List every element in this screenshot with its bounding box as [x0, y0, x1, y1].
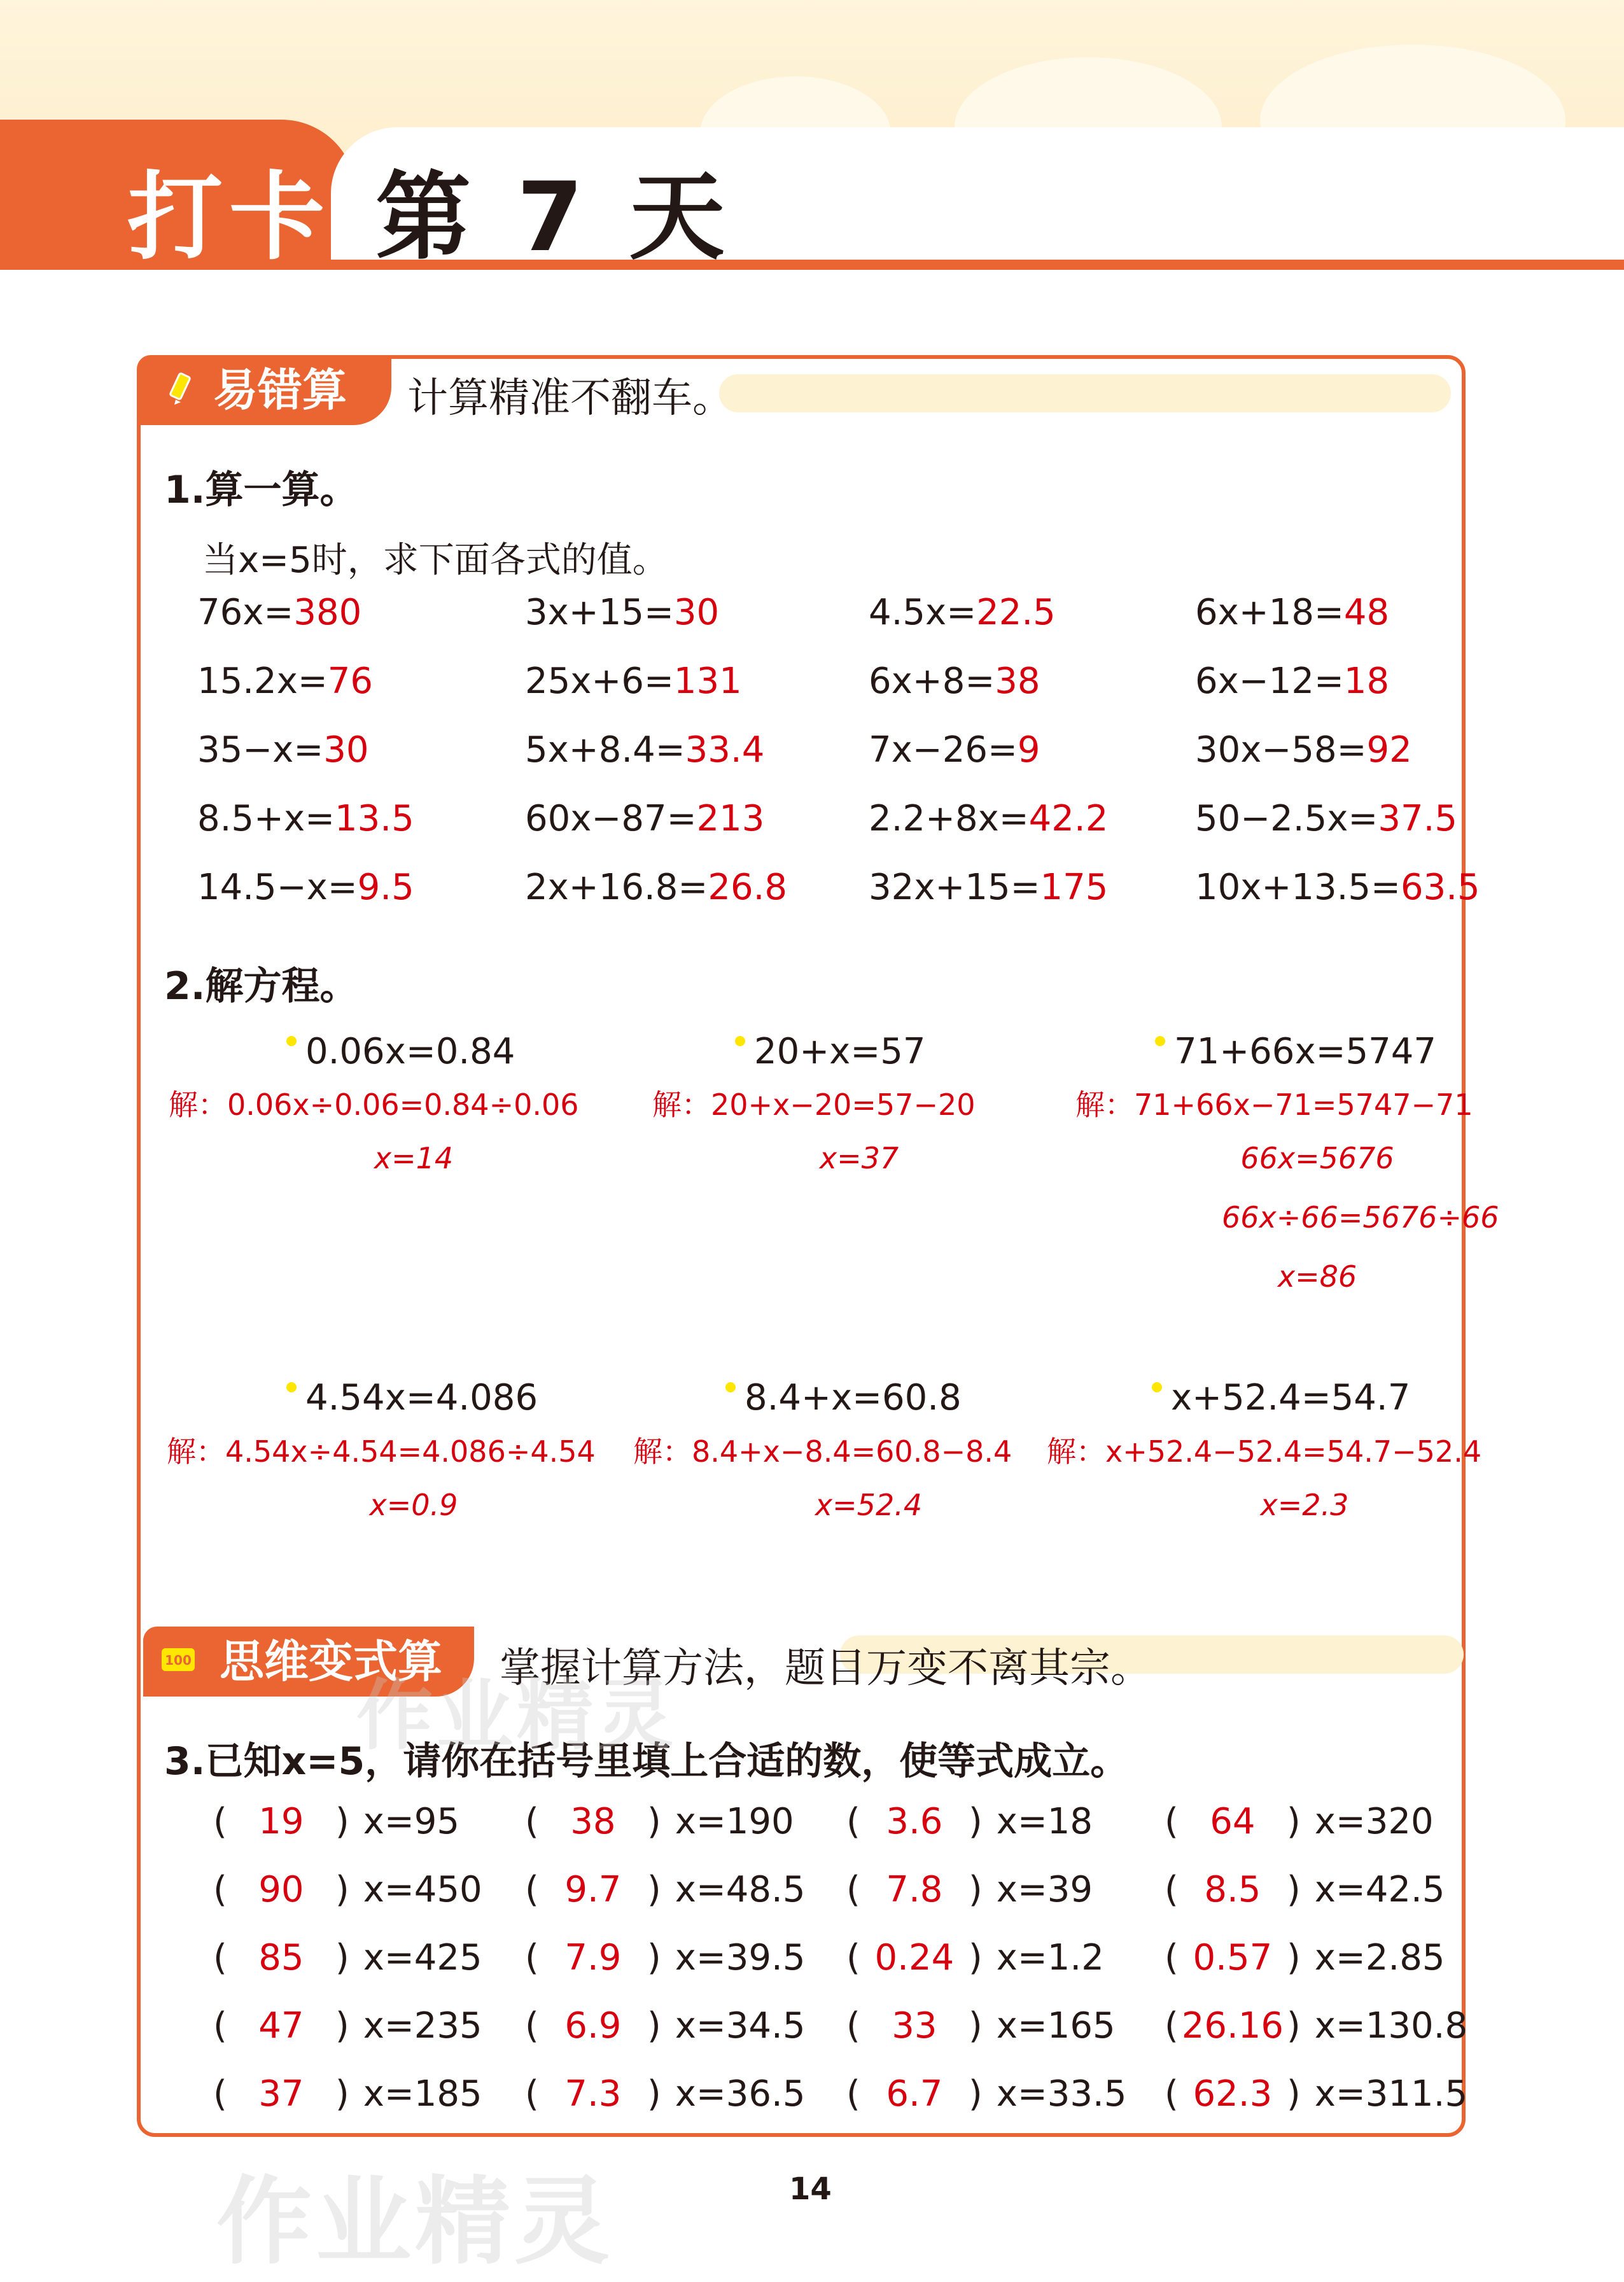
- solution-step: 解：71+66x−71=5747−71: [1075, 1088, 1473, 1122]
- calc-expression: 7x−26=: [869, 729, 1018, 771]
- calc-item: [869, 661, 1040, 702]
- calc-answer: 33.4: [685, 729, 765, 771]
- calc-item: [1195, 798, 1457, 839]
- equation-rest: x=39.5: [675, 1937, 806, 1978]
- calc-answer: 18: [1343, 661, 1390, 702]
- fill-blank-item: [846, 1801, 1093, 1842]
- section-note: 掌握计算方法，题目万变不离其宗。: [500, 1645, 1151, 1692]
- question-1-instruction: 当x=5时，求下面各式的值。: [202, 540, 668, 581]
- question-3-title: 3.已知x=5，请你在括号里填上合适的数，使等式成立。: [164, 1739, 1129, 1784]
- bullet-dot: [735, 1036, 745, 1046]
- calc-item: [869, 798, 1108, 839]
- calc-item: [525, 798, 764, 839]
- score-100-icon: [160, 1642, 196, 1677]
- fill-blank-item: [213, 1869, 482, 1910]
- blank-answer: 37: [258, 2073, 304, 2115]
- solution-step: 66x=5676: [1240, 1141, 1394, 1175]
- section-tag-variation: 思维变式算: [143, 1627, 474, 1697]
- blank-answer: 6.7: [886, 2073, 943, 2115]
- calc-answer: 92: [1366, 729, 1412, 771]
- calc-answer: 13.5: [335, 798, 414, 839]
- calc-item: [869, 592, 1056, 633]
- calc-expression: 15.2x=: [197, 661, 328, 702]
- question-2-title: 2.解方程。: [164, 964, 358, 1009]
- fill-blank-item: [213, 2073, 482, 2115]
- equation-rest: x=18: [996, 1801, 1093, 1842]
- fill-blank-item: [525, 2005, 805, 2047]
- fill-blank-item: [525, 1869, 805, 1910]
- equation-rest: x=130.8: [1314, 2005, 1468, 2047]
- calc-item: [197, 729, 369, 771]
- calc-item: [525, 592, 719, 633]
- equation-rest: x=36.5: [675, 2073, 806, 2115]
- svg-text:100: 100: [165, 1653, 192, 1668]
- paren-close: ): [968, 1937, 983, 1978]
- paren-close: ): [647, 2005, 661, 2047]
- section-note: 计算精准不翻车。: [407, 375, 733, 422]
- watermark: 作业精灵: [216, 2167, 614, 2278]
- blank-answer: 62.3: [1193, 2073, 1273, 2115]
- calc-item: [197, 798, 414, 839]
- calc-expression: 6x+8=: [869, 661, 995, 702]
- calc-answer: 9.5: [357, 867, 414, 908]
- equation-rest: x=42.5: [1314, 1869, 1445, 1910]
- bullet-dot: [1155, 1036, 1165, 1046]
- paren-close: ): [335, 1801, 349, 1842]
- section-tag-easy-mistakes: 易错算: [137, 355, 391, 425]
- fill-blank-item: [213, 1937, 482, 1978]
- equation: 0.06x=0.84: [305, 1031, 515, 1072]
- calc-expression: 10x+13.5=: [1195, 867, 1401, 908]
- paren-open: (: [1165, 1937, 1179, 1978]
- calc-answer: 30: [673, 592, 720, 633]
- calc-answer: 175: [1040, 867, 1109, 908]
- paren-close: ): [1286, 1937, 1301, 1978]
- paren-close: ): [335, 2073, 349, 2115]
- paren-open: (: [1165, 2005, 1179, 2047]
- equation-rest: x=311.5: [1314, 2073, 1468, 2115]
- calc-item: [525, 661, 742, 702]
- watermark: 作业精灵: [356, 1672, 677, 1760]
- equation-rest: x=34.5: [675, 2005, 806, 2047]
- page-title: 第 7 天: [375, 162, 731, 273]
- fill-blank-item: [846, 2005, 1116, 2047]
- calc-expression: 14.5−x=: [197, 867, 358, 908]
- fill-blank-item: [846, 1937, 1104, 1978]
- paren-open: (: [1165, 1869, 1179, 1910]
- calc-item: [869, 867, 1108, 908]
- equation-rest: x=165: [996, 2005, 1116, 2047]
- blank-answer: 3.6: [886, 1801, 943, 1842]
- blank-answer: 7.9: [564, 1937, 622, 1978]
- paren-open: (: [525, 1869, 539, 1910]
- calc-item: [1195, 592, 1389, 633]
- solution-step: 解：20+x−20=57−20: [652, 1088, 976, 1122]
- paren-close: ): [968, 1801, 983, 1842]
- calc-answer: 48: [1343, 592, 1390, 633]
- equation: 4.54x=4.086: [305, 1377, 538, 1418]
- paren-open: (: [846, 2005, 860, 2047]
- bullet-dot: [286, 1036, 297, 1046]
- calc-expression: 6x+18=: [1195, 592, 1344, 633]
- fill-blank-item: [846, 1869, 1093, 1910]
- solution-step: x=14: [374, 1141, 454, 1175]
- blank-answer: 90: [258, 1869, 304, 1910]
- calc-expression: 25x+6=: [525, 661, 674, 702]
- paren-open: (: [213, 2005, 227, 2047]
- equation-rest: x=235: [363, 2005, 482, 2047]
- fill-blank-item: [846, 2073, 1126, 2115]
- fill-blank-item: [1165, 1937, 1445, 1978]
- calc-expression: 35−x=: [197, 729, 324, 771]
- blank-answer: 33: [892, 2005, 937, 2047]
- paren-open: (: [525, 2005, 539, 2047]
- calc-answer: 22.5: [976, 592, 1056, 633]
- equation-rest: x=33.5: [996, 2073, 1127, 2115]
- equation-rest: x=425: [363, 1937, 482, 1978]
- paren-open: (: [525, 1937, 539, 1978]
- equation-rest: x=48.5: [675, 1869, 806, 1910]
- equation: 20+x=57: [754, 1031, 926, 1072]
- equation-rest: x=2.85: [1314, 1937, 1445, 1978]
- paren-close: ): [1286, 2073, 1301, 2115]
- paren-open: (: [213, 1869, 227, 1910]
- calc-expression: 2.2+8x=: [869, 798, 1029, 839]
- paren-open: (: [525, 1801, 539, 1842]
- paren-close: ): [647, 1801, 661, 1842]
- calc-expression: 2x+16.8=: [525, 867, 708, 908]
- paren-open: (: [525, 2073, 539, 2115]
- calc-item: [525, 729, 764, 771]
- calc-expression: 60x−87=: [525, 798, 697, 839]
- paren-open: (: [1165, 1801, 1179, 1842]
- blank-answer: 47: [258, 2005, 304, 2047]
- solution-step: x=37: [819, 1141, 899, 1175]
- pencil-icon: [167, 370, 202, 406]
- calc-item: [197, 867, 414, 908]
- equation-rest: x=190: [675, 1801, 794, 1842]
- paren-close: ): [647, 1937, 661, 1978]
- bullet-dot: [1152, 1382, 1162, 1392]
- blank-answer: 0.57: [1193, 1937, 1273, 1978]
- fill-blank-item: [525, 1801, 794, 1842]
- calc-expression: 5x+8.4=: [525, 729, 685, 771]
- calc-item: [1195, 661, 1389, 702]
- calc-expression: 30x−58=: [1195, 729, 1367, 771]
- equation-rest: x=185: [363, 2073, 482, 2115]
- paren-open: (: [846, 1801, 860, 1842]
- paren-close: ): [968, 1869, 983, 1910]
- paren-open: (: [846, 1937, 860, 1978]
- calc-answer: 38: [995, 661, 1040, 702]
- blank-answer: 7.8: [886, 1869, 943, 1910]
- equation: x+52.4=54.7: [1171, 1377, 1411, 1418]
- calc-expression: 32x+15=: [869, 867, 1040, 908]
- section-stripe: [719, 374, 1451, 412]
- equation: 8.4+x=60.8: [745, 1377, 962, 1418]
- solution-step: x=52.4: [815, 1488, 923, 1522]
- blank-answer: 0.24: [874, 1937, 955, 1978]
- paren-close: ): [968, 2005, 983, 2047]
- equation: 71+66x=5747: [1174, 1031, 1437, 1072]
- paren-open: (: [213, 2073, 227, 2115]
- solution-step: 解：4.54x÷4.54=4.086÷4.54: [167, 1434, 596, 1469]
- question-1-title: 1.算一算。: [164, 468, 358, 512]
- solution-step: x=0.9: [369, 1488, 458, 1522]
- calc-answer: 26.8: [708, 867, 787, 908]
- paren-close: ): [1286, 1801, 1301, 1842]
- equation-rest: x=39: [996, 1869, 1093, 1910]
- calc-expression: 50−2.5x=: [1195, 798, 1378, 839]
- fill-blank-item: [1165, 1801, 1434, 1842]
- equation-rest: x=1.2: [996, 1937, 1104, 1978]
- fill-blank-item: [1165, 2073, 1467, 2115]
- bullet-dot: [286, 1382, 297, 1392]
- blank-answer: 38: [570, 1801, 616, 1842]
- blank-answer: 9.7: [564, 1869, 622, 1910]
- paren-close: ): [968, 2073, 983, 2115]
- calc-item: [869, 729, 1040, 771]
- blank-answer: 85: [258, 1937, 304, 1978]
- calc-answer: 76: [327, 661, 374, 702]
- calc-expression: 8.5+x=: [197, 798, 335, 839]
- blank-answer: 7.3: [564, 2073, 622, 2115]
- paren-open: (: [213, 1801, 227, 1842]
- fill-blank-item: [213, 2005, 482, 2047]
- fill-blank-item: [1165, 1869, 1445, 1910]
- solution-step: 解：x+52.4−52.4=54.7−52.4: [1047, 1434, 1482, 1469]
- calc-answer: 380: [293, 592, 362, 633]
- paren-open: (: [213, 1937, 227, 1978]
- calc-answer: 30: [323, 729, 369, 771]
- calc-answer: 63.5: [1400, 867, 1480, 908]
- page-number: 14: [789, 2171, 832, 2207]
- solution-step: 解：0.06x÷0.06=0.84÷0.06: [169, 1088, 579, 1122]
- bullet-dot: [725, 1382, 736, 1392]
- fill-blank-item: [213, 1801, 459, 1842]
- calc-item: [1195, 867, 1480, 908]
- calc-item: [197, 661, 373, 702]
- fill-blank-item: [1165, 2005, 1467, 2047]
- calc-expression: 76x=: [197, 592, 294, 633]
- solution-step: 66x÷66=5676÷66: [1222, 1200, 1499, 1235]
- calc-expression: 6x−12=: [1195, 661, 1344, 702]
- calc-answer: 213: [696, 798, 765, 839]
- calc-answer: 37.5: [1378, 798, 1457, 839]
- equation-rest: x=95: [363, 1801, 460, 1842]
- paren-open: (: [1165, 2073, 1179, 2115]
- blank-answer: 64: [1210, 1801, 1256, 1842]
- paren-close: ): [1286, 2005, 1301, 2047]
- calc-item: [525, 867, 787, 908]
- solution-step: x=2.3: [1260, 1488, 1349, 1522]
- solution-step: x=86: [1277, 1259, 1357, 1294]
- calc-item: [1195, 729, 1412, 771]
- blank-answer: 6.9: [564, 2005, 622, 2047]
- paren-open: (: [846, 1869, 860, 1910]
- paren-open: (: [846, 2073, 860, 2115]
- calc-expression: 4.5x=: [869, 592, 977, 633]
- calc-answer: 9: [1017, 729, 1040, 771]
- blank-answer: 8.5: [1204, 1869, 1261, 1910]
- calc-expression: 3x+15=: [525, 592, 674, 633]
- paren-close: ): [335, 1937, 349, 1978]
- equation-rest: x=320: [1314, 1801, 1434, 1842]
- fill-blank-item: [525, 1937, 805, 1978]
- solution-step: 解：8.4+x−8.4=60.8−8.4: [633, 1434, 1012, 1469]
- equation-rest: x=450: [363, 1869, 482, 1910]
- paren-close: ): [647, 2073, 661, 2115]
- paren-close: ): [1286, 1869, 1301, 1910]
- header-tab-label: 打卡: [127, 162, 332, 273]
- calc-answer: 42.2: [1028, 798, 1109, 839]
- calc-item: [197, 592, 361, 633]
- blank-answer: 26.16: [1181, 2005, 1284, 2047]
- paren-close: ): [335, 2005, 349, 2047]
- calc-answer: 131: [673, 661, 742, 702]
- paren-close: ): [335, 1869, 349, 1910]
- fill-blank-item: [525, 2073, 805, 2115]
- paren-close: ): [647, 1869, 661, 1910]
- blank-answer: 19: [258, 1801, 304, 1842]
